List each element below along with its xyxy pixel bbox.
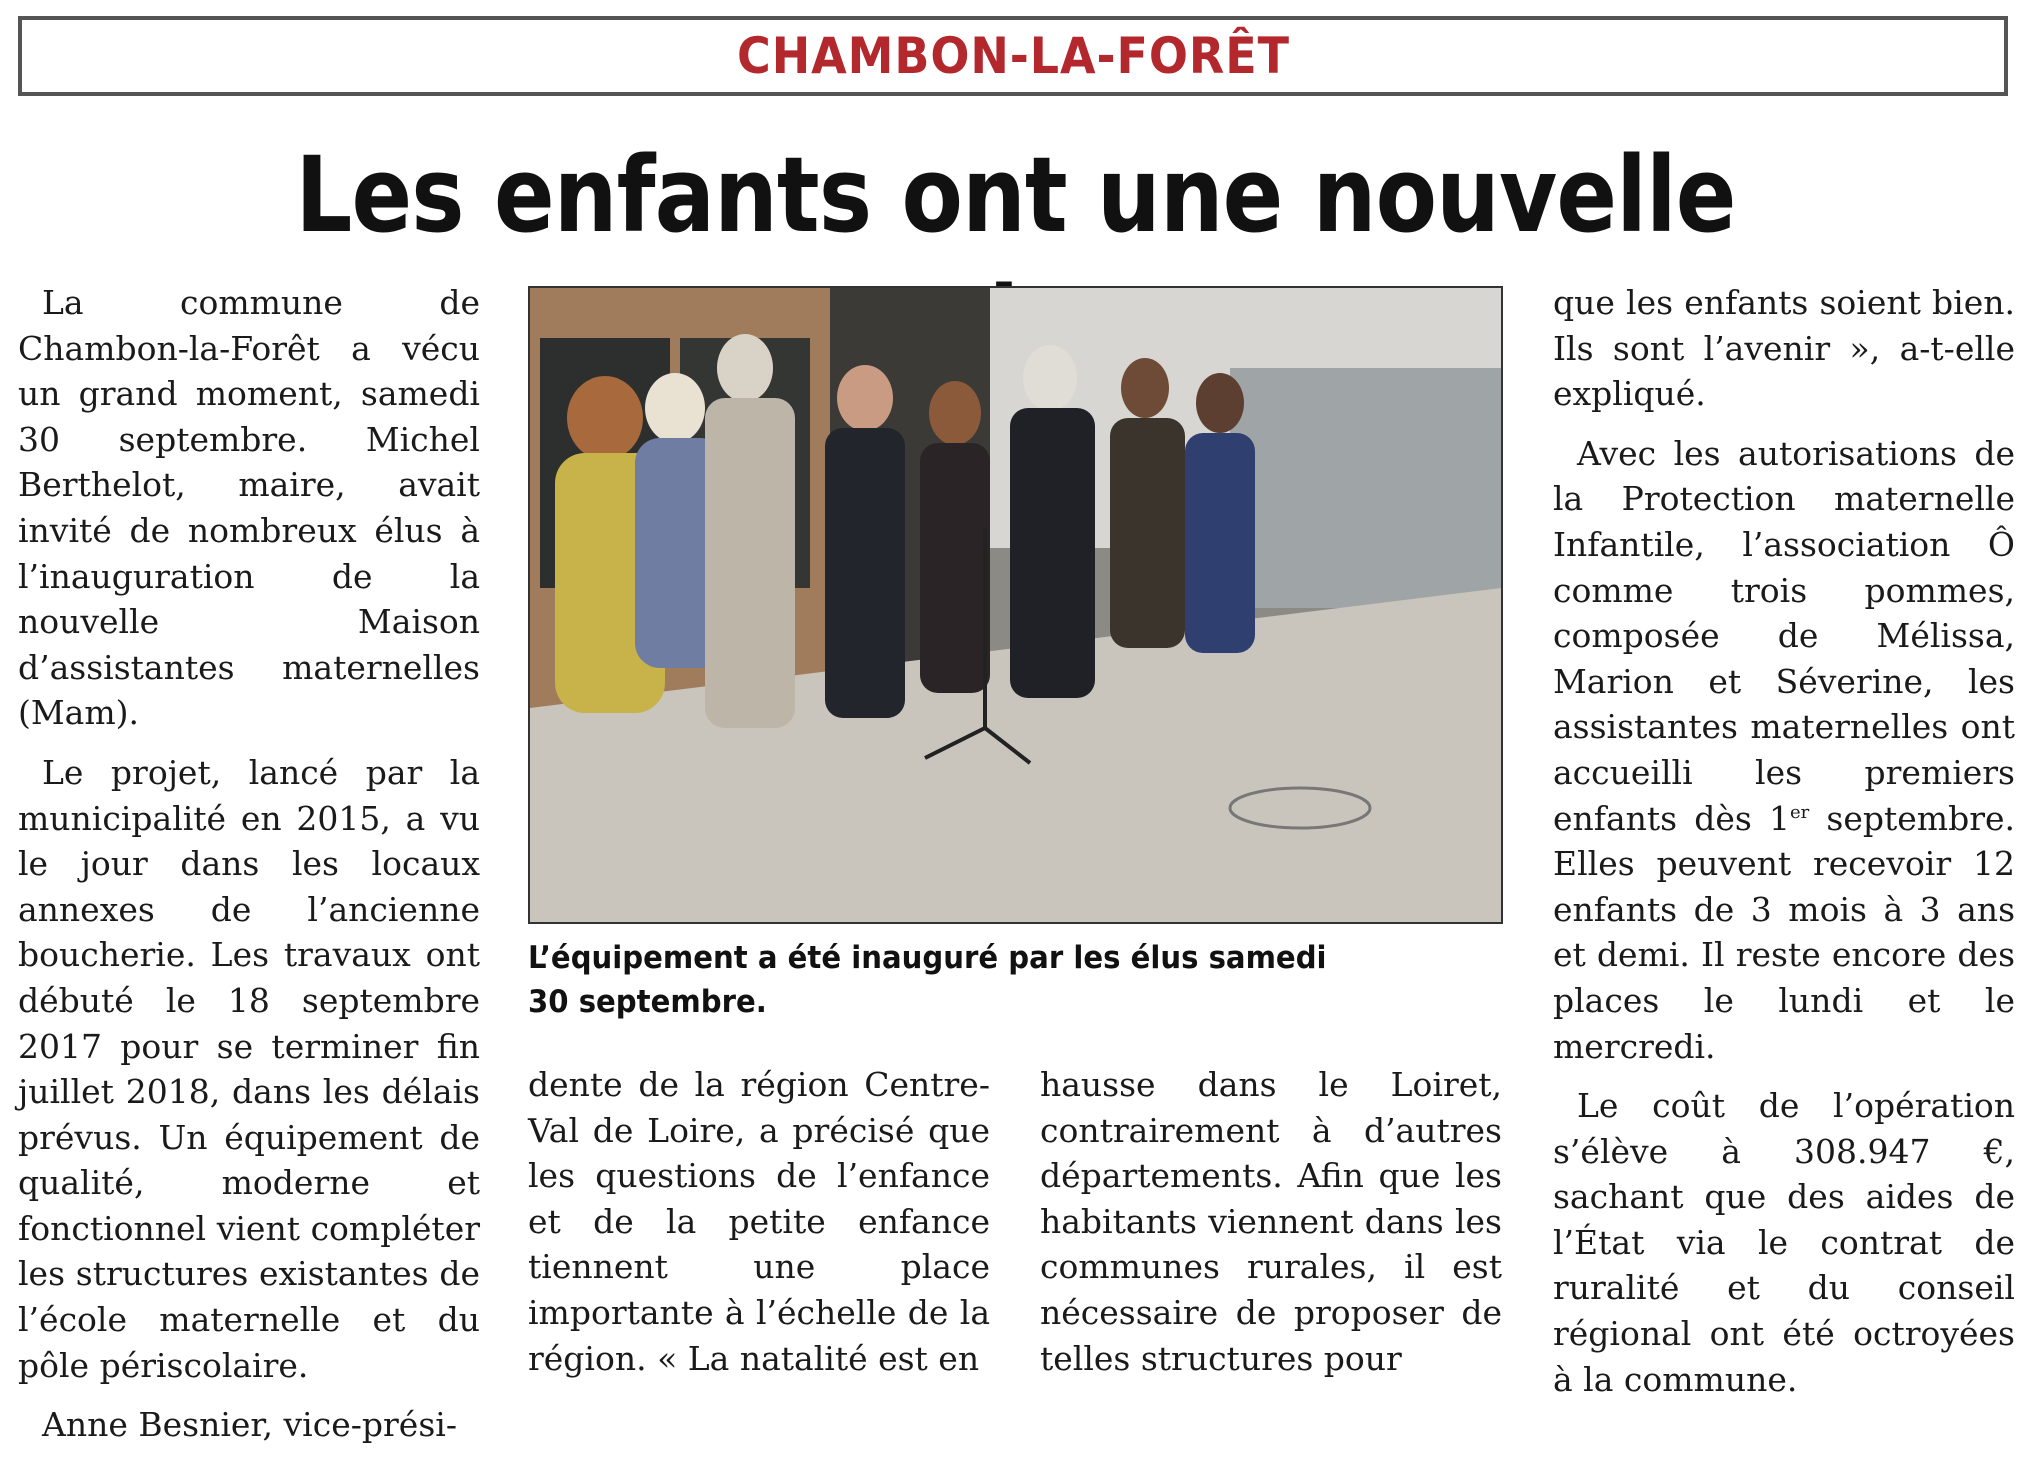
caption-line: L’équipement a été inauguré par les élus samedi (528, 940, 1327, 976)
article-column-2 (528, 1062, 990, 1395)
paragraph: que les enfants soient bien. Ils sont l’avenir », a-t-elle expliqué. (1553, 283, 2015, 414)
section-banner (18, 16, 2008, 96)
paragraph (1553, 431, 2015, 1069)
text-run: septembre. Elles peuvent recevoir 12 enfants de 3 mois à 3 ans et demi. Il reste encore des places le lundi et le mercredi. (1553, 798, 2015, 1066)
section-title: CHAMBON-LA-FORÊT (736, 27, 1290, 85)
photo-illustration (530, 288, 1501, 922)
article-headline: Les enfants ont une nouvelle (295, 134, 1736, 256)
text-run: Avec les autorisations de la Protection maternelle Infantile, l’association Ô comme trois pommes, composée de Mélissa, Marion et Séverine, les assistantes maternelles ont accueilli les premiers enfants dès 1 (1553, 433, 2015, 838)
paragraph: La commune de Chambon-la-Forêt a vécu un grand moment, samedi 30 septembre. Michel Berthelot, maire, avait invité de nombreux élus à l’inauguration de la nouvelle Maison d’assistantes maternelles (Mam). (18, 283, 480, 733)
article-column-4 (1553, 280, 2015, 1416)
photo-caption (528, 936, 1445, 1024)
paragraph: Anne Besnier, vice-prési- (42, 1405, 457, 1445)
ordinal-suffix: er (1790, 801, 1810, 823)
paragraph: Le projet, lancé par la municipalité en 2015, a vu le jour dans les locaux annexes de l’ancienne boucherie. Les travaux ont débuté le 18 septembre 2017 pour se terminer fin juillet 2018, dans les délais prévus. Un équipement de qualité, moderne et fonctionnel vient compléter les structures existantes de l’école maternelle et du pôle périscolaire. (18, 752, 480, 1385)
caption-line: 30 septembre. (528, 984, 767, 1020)
article-column-1 (18, 280, 480, 1462)
paragraph: dente de la région Centre-Val de Loire, a précisé que les questions de l’enfance et de la petite enfance tiennent une place importante à l’échelle de la région. « La natalité est en (528, 1065, 990, 1378)
article-column-3 (1040, 1062, 1502, 1395)
article-photo (528, 286, 1503, 924)
paragraph: hausse dans le Loiret, contrairement à d’autres départements. Afin que les habitants viennent dans les communes rurales, il est nécessaire de proposer de telles structures pour (1040, 1065, 1502, 1378)
paragraph: Le coût de l’opération s’élève à 308.947 €, sachant que des aides de l’État via le contrat de ruralité et du conseil régional ont été octroyées à la commune. (1553, 1086, 2015, 1399)
